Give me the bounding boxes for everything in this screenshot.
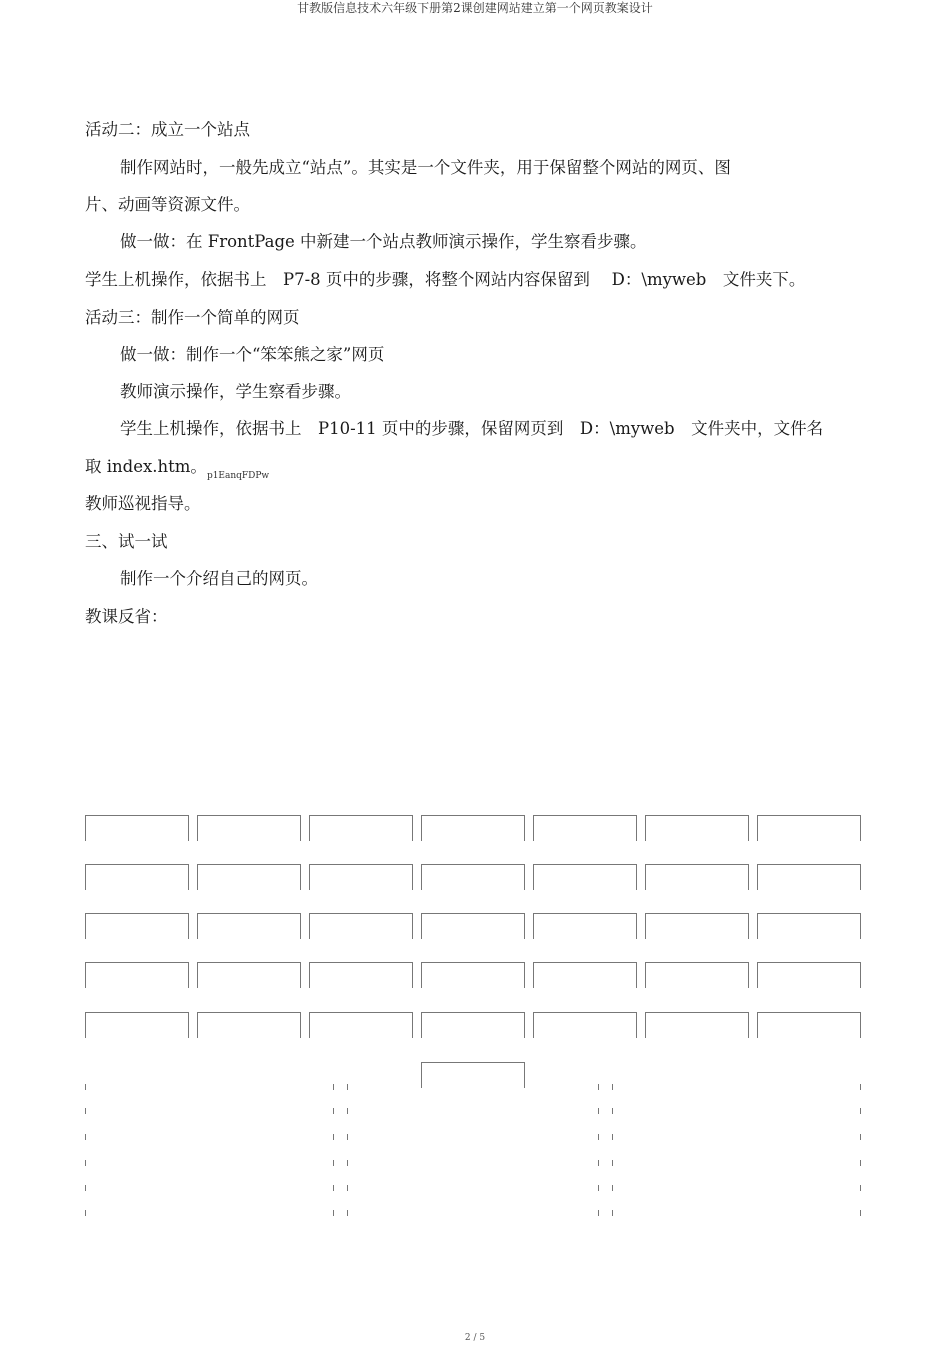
table-cell-outline (197, 913, 301, 939)
table-tick-mark (333, 1084, 334, 1090)
table-tick-mark (85, 1108, 86, 1114)
table-cell-outline (197, 864, 301, 890)
table-cell-outline (85, 1012, 189, 1038)
table-cell-outline (421, 962, 525, 988)
table-tick-mark (860, 1084, 861, 1090)
activity3-student-operation: 学生上机操作，依据书上 P10-11 页中的步骤，保留网页到 D：\myweb 文件夹中，文件名 (120, 419, 824, 438)
table-cell-outline (645, 1012, 749, 1038)
table-tick-mark (333, 1134, 334, 1140)
table-cell-outline (645, 962, 749, 988)
activity2-do-it: 做一做：在 FrontPage 中新建一个站点教师演示操作，学生察看步骤。 (120, 232, 647, 251)
activity3-filename: 取 index.htm。 (85, 457, 207, 476)
table-tick-mark (612, 1084, 613, 1090)
table-cell-outline (645, 815, 749, 841)
table-tick-mark (598, 1084, 599, 1090)
table-tick-mark (598, 1210, 599, 1216)
table-cell-outline (533, 864, 637, 890)
table-cell-outline (757, 864, 861, 890)
activity2-student-operation: 学生上机操作，依据书上 P7-8 页中的步骤，将整个网站内容保留到 D：\myweb 文件夹下。 (85, 270, 806, 289)
table-tick-mark (85, 1084, 86, 1090)
table-tick-mark (85, 1160, 86, 1166)
section3-title: 三、试一试 (85, 532, 168, 551)
table-tick-mark (612, 1108, 613, 1114)
activity2-paragraph-continued: 片、动画等资源文件。 (85, 195, 250, 214)
activity3-title: 活动三：制作一个简单的网页 (85, 308, 300, 327)
table-cell-outline (197, 1012, 301, 1038)
table-tick-mark (85, 1185, 86, 1191)
table-cell-outline (309, 1012, 413, 1038)
table-cell-outline (197, 962, 301, 988)
table-tick-mark (612, 1134, 613, 1140)
table-cell-outline (421, 1062, 525, 1088)
activity3-code: p1EanqFDPw (206, 471, 270, 481)
table-cell-outline (757, 815, 861, 841)
table-tick-mark (612, 1210, 613, 1216)
table-cell-outline (421, 913, 525, 939)
table-cell-outline (85, 962, 189, 988)
table-tick-mark (347, 1108, 348, 1114)
table-tick-mark (347, 1084, 348, 1090)
table-cell-outline (533, 815, 637, 841)
activity3-guide: 教师巡视指导。 (85, 494, 201, 513)
table-cell-outline (533, 1012, 637, 1038)
table-cell-outline (645, 913, 749, 939)
table-tick-mark (860, 1160, 861, 1166)
activity2-title: 活动二：成立一个站点 (85, 120, 250, 139)
table-cell-outline (309, 913, 413, 939)
table-tick-mark (598, 1160, 599, 1166)
table-tick-mark (333, 1160, 334, 1166)
table-cell-outline (533, 962, 637, 988)
table-tick-mark (333, 1185, 334, 1191)
table-tick-mark (333, 1108, 334, 1114)
activity3-filename-line (85, 457, 269, 480)
table-cell-outline (309, 864, 413, 890)
table-cell-outline (645, 864, 749, 890)
table-tick-mark (347, 1134, 348, 1140)
table-tick-mark (598, 1134, 599, 1140)
table-tick-mark (333, 1210, 334, 1216)
table-tick-mark (85, 1210, 86, 1216)
table-tick-mark (860, 1108, 861, 1114)
table-cell-outline (85, 913, 189, 939)
table-cell-outline (757, 913, 861, 939)
activity3-do-it: 做一做：制作一个“笨笨熊之家”网页 (120, 345, 385, 364)
table-tick-mark (598, 1185, 599, 1191)
table-cell-outline (309, 962, 413, 988)
table-tick-mark (85, 1134, 86, 1140)
activity3-teacher-demo: 教师演示操作，学生察看步骤。 (120, 382, 351, 401)
section3-task: 制作一个介绍自己的网页。 (120, 569, 318, 588)
table-tick-mark (860, 1185, 861, 1191)
table-cell-outline (85, 864, 189, 890)
table-cell-outline (533, 913, 637, 939)
table-tick-mark (860, 1210, 861, 1216)
page-number: 2 / 5 (464, 1333, 486, 1343)
table-tick-mark (860, 1134, 861, 1140)
table-cell-outline (197, 815, 301, 841)
table-cell-outline (421, 864, 525, 890)
table-tick-mark (347, 1210, 348, 1216)
table-tick-mark (612, 1185, 613, 1191)
table-tick-mark (347, 1160, 348, 1166)
table-cell-outline (309, 815, 413, 841)
table-cell-outline (421, 1012, 525, 1038)
activity2-paragraph: 制作网站时，一般先成立“站点”。其实是一个文件夹，用于保留整个网站的网页、图 (120, 158, 731, 177)
table-tick-mark (347, 1185, 348, 1191)
table-cell-outline (85, 815, 189, 841)
table-tick-mark (612, 1160, 613, 1166)
table-tick-mark (598, 1108, 599, 1114)
table-cell-outline (757, 962, 861, 988)
reflection-label: 教课反省： (85, 607, 168, 626)
document-header: 甘教版信息技术六年级下册第2课创建网站建立第一个网页教案设计 (297, 1, 653, 15)
table-cell-outline (757, 1012, 861, 1038)
table-cell-outline (421, 815, 525, 841)
